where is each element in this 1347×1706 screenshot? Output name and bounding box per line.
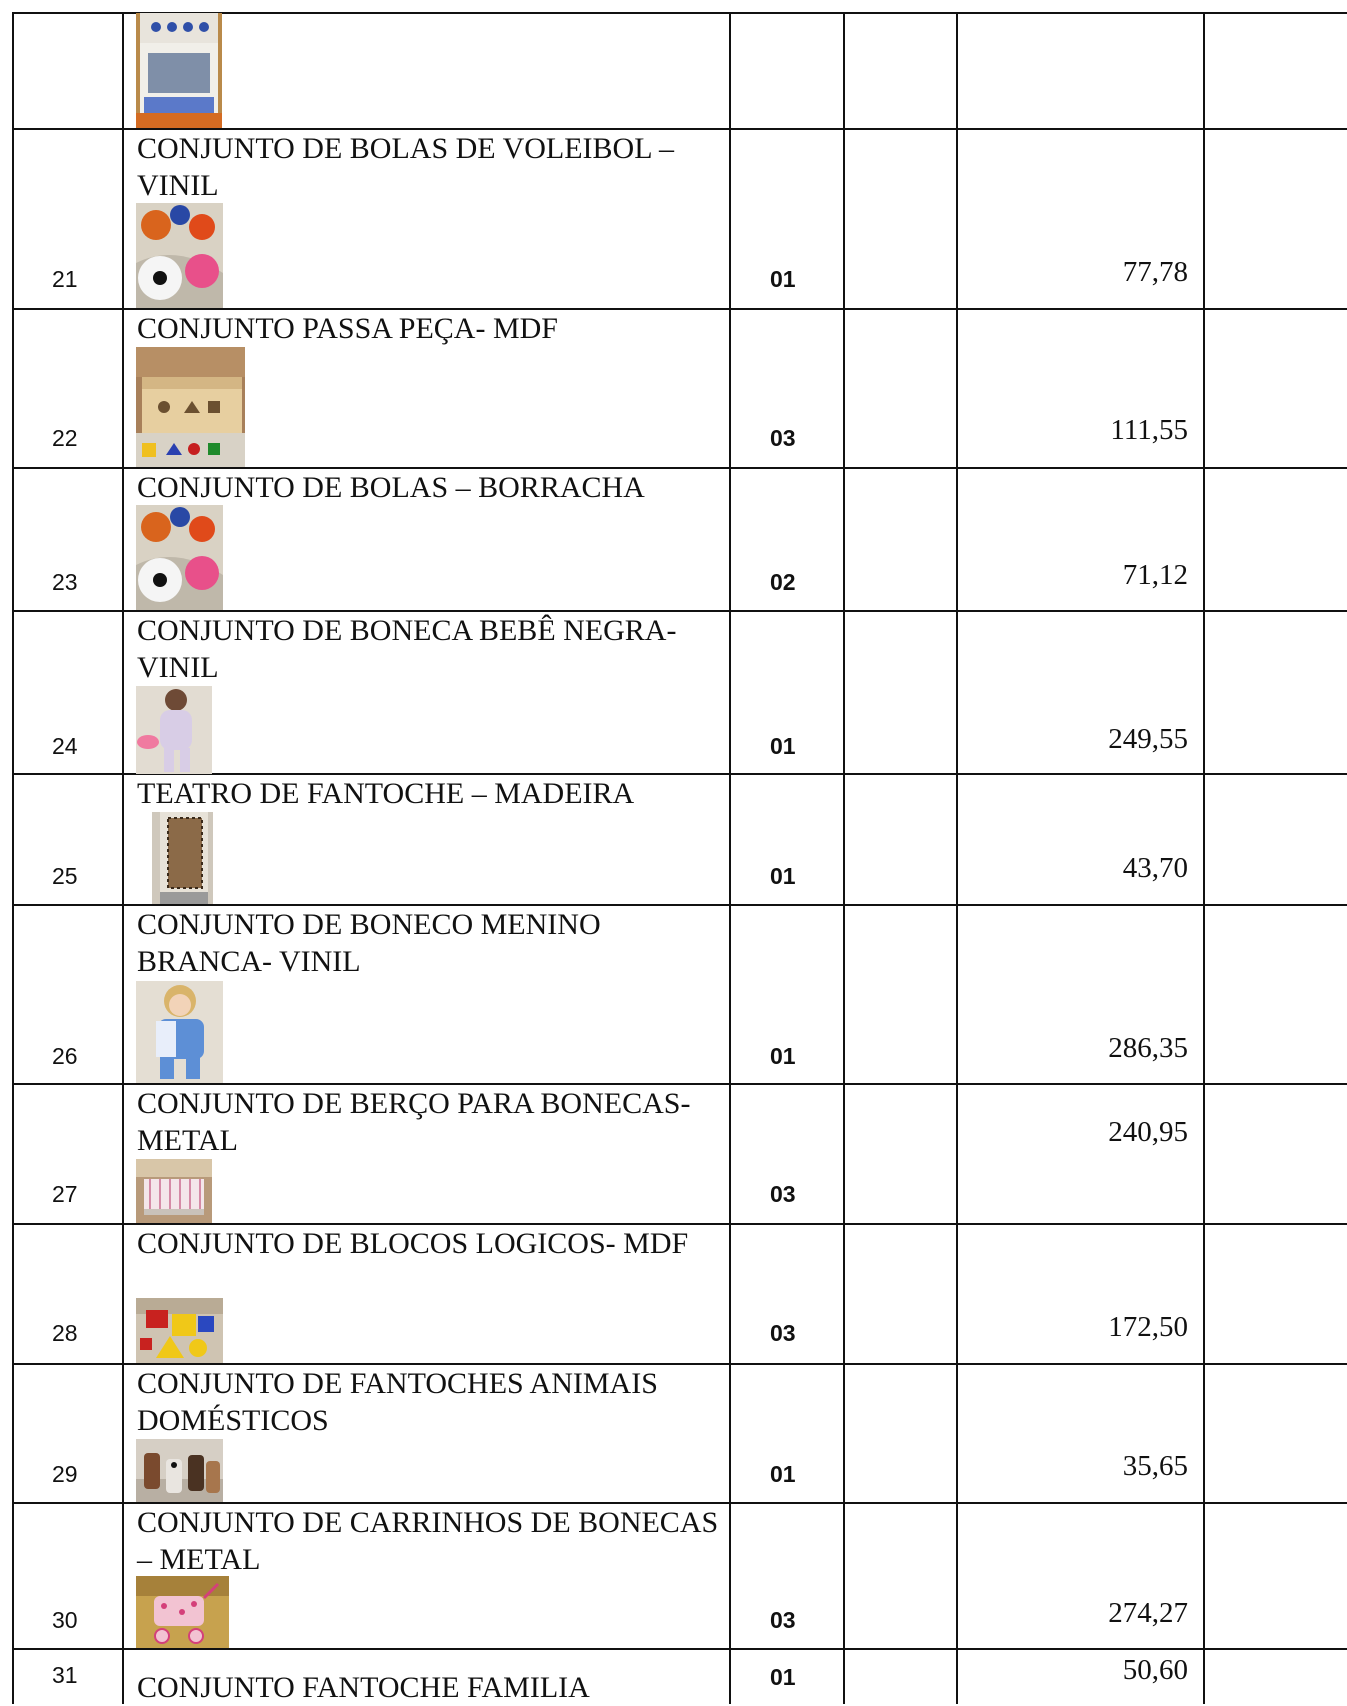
item-price: 111,55 [1110, 414, 1188, 446]
logic-blocks-photo [136, 1298, 223, 1363]
item-number: 27 [52, 1181, 78, 1207]
item-quantity: 01 [770, 733, 796, 759]
item-quantity: 01 [770, 1043, 796, 1069]
item-description: CONJUNTO DE BOLAS – BORRACHA [137, 471, 645, 504]
toy-stove-photo [136, 13, 222, 128]
item-number: 28 [52, 1320, 78, 1346]
column-divider [843, 12, 845, 1704]
column-divider [12, 12, 14, 1704]
item-description: CONJUNTO DE BONECA BEBÊ NEGRA- VINIL [137, 614, 677, 684]
item-number: 29 [52, 1461, 78, 1487]
item-price: 71,12 [1122, 559, 1188, 591]
item-price: 172,50 [1108, 1311, 1188, 1343]
item-price: 286,35 [1108, 1032, 1188, 1064]
item-price: 43,70 [1122, 852, 1188, 884]
doll-stroller-photo [136, 1576, 229, 1648]
column-divider [729, 12, 731, 1704]
item-number: 24 [52, 733, 78, 759]
item-quantity: 02 [770, 569, 796, 595]
item-price: 77,78 [1122, 256, 1188, 288]
item-description: CONJUNTO FANTOCHE FAMILIA [137, 1671, 590, 1704]
item-number: 23 [52, 569, 78, 595]
item-price: 240,95 [1108, 1116, 1188, 1148]
shape-sorter-photo [136, 347, 245, 467]
item-quantity: 03 [770, 1181, 796, 1207]
item-price: 50,60 [1122, 1654, 1188, 1686]
item-quantity: 03 [770, 425, 796, 451]
item-description: CONJUNTO DE CARRINHOS DE BONECAS – METAL [137, 1506, 719, 1576]
item-price: 274,27 [1108, 1597, 1188, 1629]
puppet-theater-photo [152, 812, 213, 904]
item-quantity: 01 [770, 863, 796, 889]
item-quantity: 01 [770, 1664, 796, 1690]
item-price: 249,55 [1108, 723, 1188, 755]
balls-photo [136, 203, 223, 308]
item-number: 26 [52, 1043, 78, 1069]
item-number: 22 [52, 425, 78, 451]
item-description: TEATRO DE FANTOCHE – MADEIRA [137, 777, 635, 810]
boy-doll-photo [136, 981, 223, 1083]
item-description: CONJUNTO DE BERÇO PARA BONECAS- METAL [137, 1087, 691, 1157]
column-divider [956, 12, 958, 1704]
doll-crib-photo [136, 1159, 212, 1223]
item-number: 25 [52, 863, 78, 889]
item-quantity: 03 [770, 1607, 796, 1633]
item-number: 31 [52, 1662, 78, 1688]
item-quantity: 03 [770, 1320, 796, 1346]
item-description: CONJUNTO DE BONECO MENINO BRANCA- VINIL [137, 908, 601, 978]
row-divider [12, 1648, 1347, 1650]
item-number: 30 [52, 1607, 78, 1633]
column-divider [1203, 12, 1205, 1704]
item-number: 21 [52, 266, 78, 292]
item-description: CONJUNTO PASSA PEÇA- MDF [137, 312, 558, 345]
item-description: CONJUNTO DE BOLAS DE VOLEIBOL – VINIL [137, 132, 674, 202]
baby-doll-photo [136, 686, 212, 774]
item-quantity: 01 [770, 1461, 796, 1487]
animal-puppets-photo [136, 1439, 223, 1502]
column-divider [122, 12, 124, 1704]
item-quantity: 01 [770, 266, 796, 292]
item-price: 35,65 [1122, 1450, 1188, 1482]
item-description: CONJUNTO DE BLOCOS LOGICOS- MDF [137, 1227, 689, 1260]
item-description: CONJUNTO DE FANTOCHES ANIMAIS DOMÉSTICOS [137, 1367, 658, 1437]
balls-photo [136, 505, 223, 610]
